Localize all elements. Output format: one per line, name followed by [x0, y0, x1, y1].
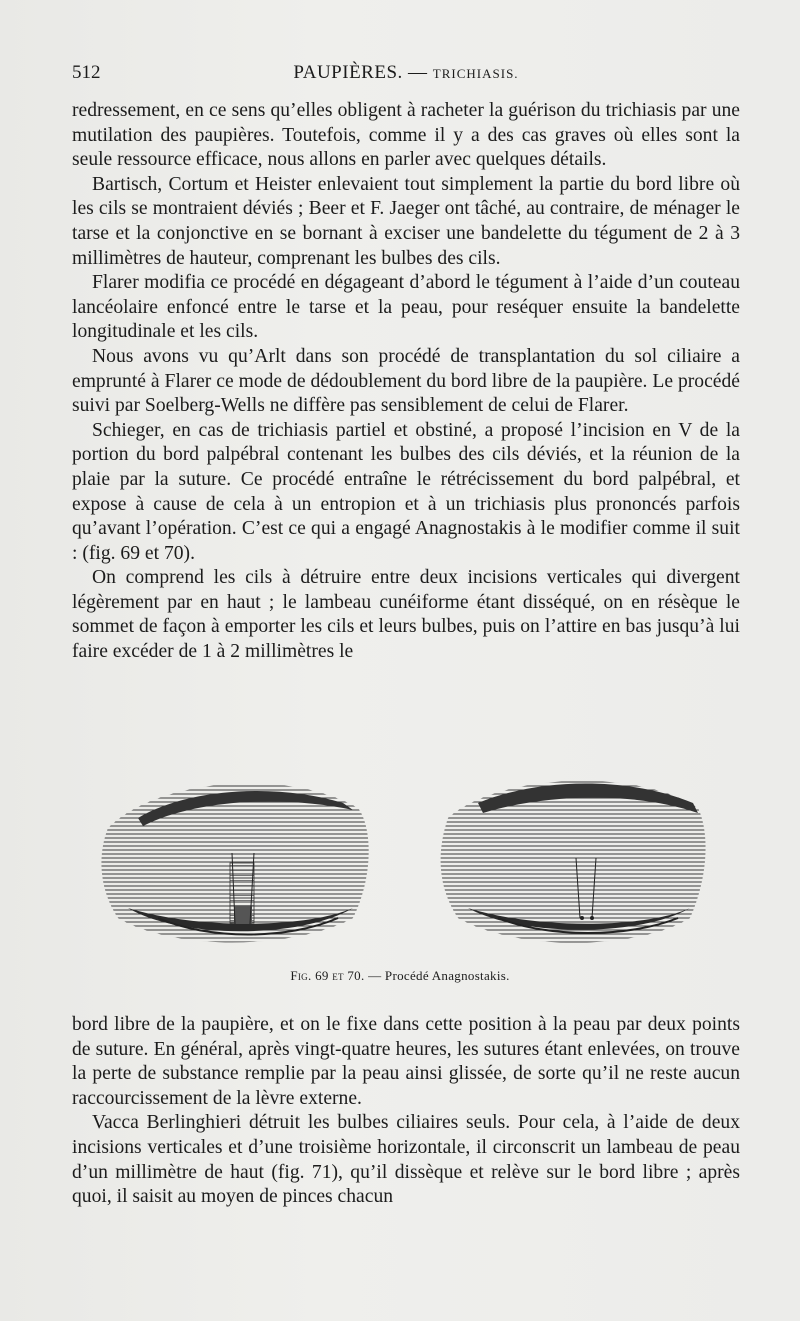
page-header — [72, 62, 740, 90]
paragraph: Flarer modifia ce procédé en dégageant d’abord le tégument à l’aide d’un couteau lancéolaire enfoncé entre le tarse et la peau, pour reséquer ensuite la bandelette longitudinale et les cils. — [72, 272, 740, 343]
paragraph: On comprend les cils à détruire entre deux incisions verticales qui divergent légèrement par en haut ; le lambeau cunéiforme étant disséqué, on en résèque le sommet de façon à emporter les cils et leurs bulbes, puis on l’attire en bas jusqu’à lui faire excéder de 1 à 2 millimètres le — [72, 567, 740, 663]
running-title — [72, 62, 740, 84]
paragraph: Bartisch, Cortum et Heister enlevaient tout simplement la partie du bord libre où les cils se montraient déviés ; Beer et F. Jaeger ont tâché, au contraire, de ménager le tarse et la conjonctive en se bornant à exciser une bandelette du tégument de 2 à 3 millimètres de hauteur, comprenant les bulbes des cils. — [72, 173, 740, 269]
figure-label: Fig. 69 et 70. — [290, 968, 365, 983]
paragraph: redressement, en ce sens qu’elles obligent à racheter la guérison du trichiasis par une mutilation des paupières. Toutefois, comme il y a des cas graves où elles sont la seule ressource efficace, nous allons en parler avec quelques détails. — [72, 100, 740, 171]
figure-caption — [0, 968, 800, 984]
figure-caption-text: — Procédé Anagnostakis. — [368, 968, 510, 983]
text-block-bottom — [72, 1013, 740, 1210]
eye-engravings — [98, 768, 708, 968]
page-number: 512 — [72, 62, 101, 83]
text-block-top — [72, 99, 740, 665]
paragraph: Vacca Berlinghieri détruit les bulbes ciliaires seuls. Pour cela, à l’aide de deux incisions verticales et d’une troisième horizontale, il circonscrit un lambeau de peau d’un millimètre de haut (fig. 71), qu’il dissèque et relève sur le bord libre ; après quoi, il saisit au moyen de pinces chacun — [72, 1112, 740, 1208]
running-title-sub: TRICHIASIS. — [432, 66, 519, 81]
paragraph: Schieger, en cas de trichiasis partiel et obstiné, a proposé l’incision en V de la portion du bord palpébral contenant les bulbes des cils déviés, et la réunion de la plaie par la suture. Ce procédé entraîne le rétrécissement du bord palpébral, et expose à cause de cela à un entropion et à un trichiasis plus prononcés parfois qu’avant l’opération. C’est ce qui a engagé Anagnostakis à le modifier comme il suit : (fig. 69 et 70). — [72, 419, 740, 564]
paragraph: Nous avons vu qu’Arlt dans son procédé de transplantation du sol ciliaire a emprunté à Flarer ce mode de dédoublement du bord libre de la paupière. Le procédé suivi par Soelberg-Wells ne diffère pas sensiblement de celui de Flarer. — [72, 345, 740, 417]
eye-figure-70 — [441, 781, 706, 943]
eye-figure-69 — [101, 783, 368, 942]
paragraph: bord libre de la paupière, et on le fixe dans cette position à la peau par deux points de suture. En général, après vingt-quatre heures, les sutures étant enlevées, on trouve la perte de substance remplie par la peau ainsi glissée, de sorte qu’il ne reste aucun raccourcissement de la lèvre externe. — [72, 1014, 740, 1109]
figure-illustration — [98, 768, 708, 968]
running-title-main: PAUPIÈRES. — — [293, 62, 428, 83]
